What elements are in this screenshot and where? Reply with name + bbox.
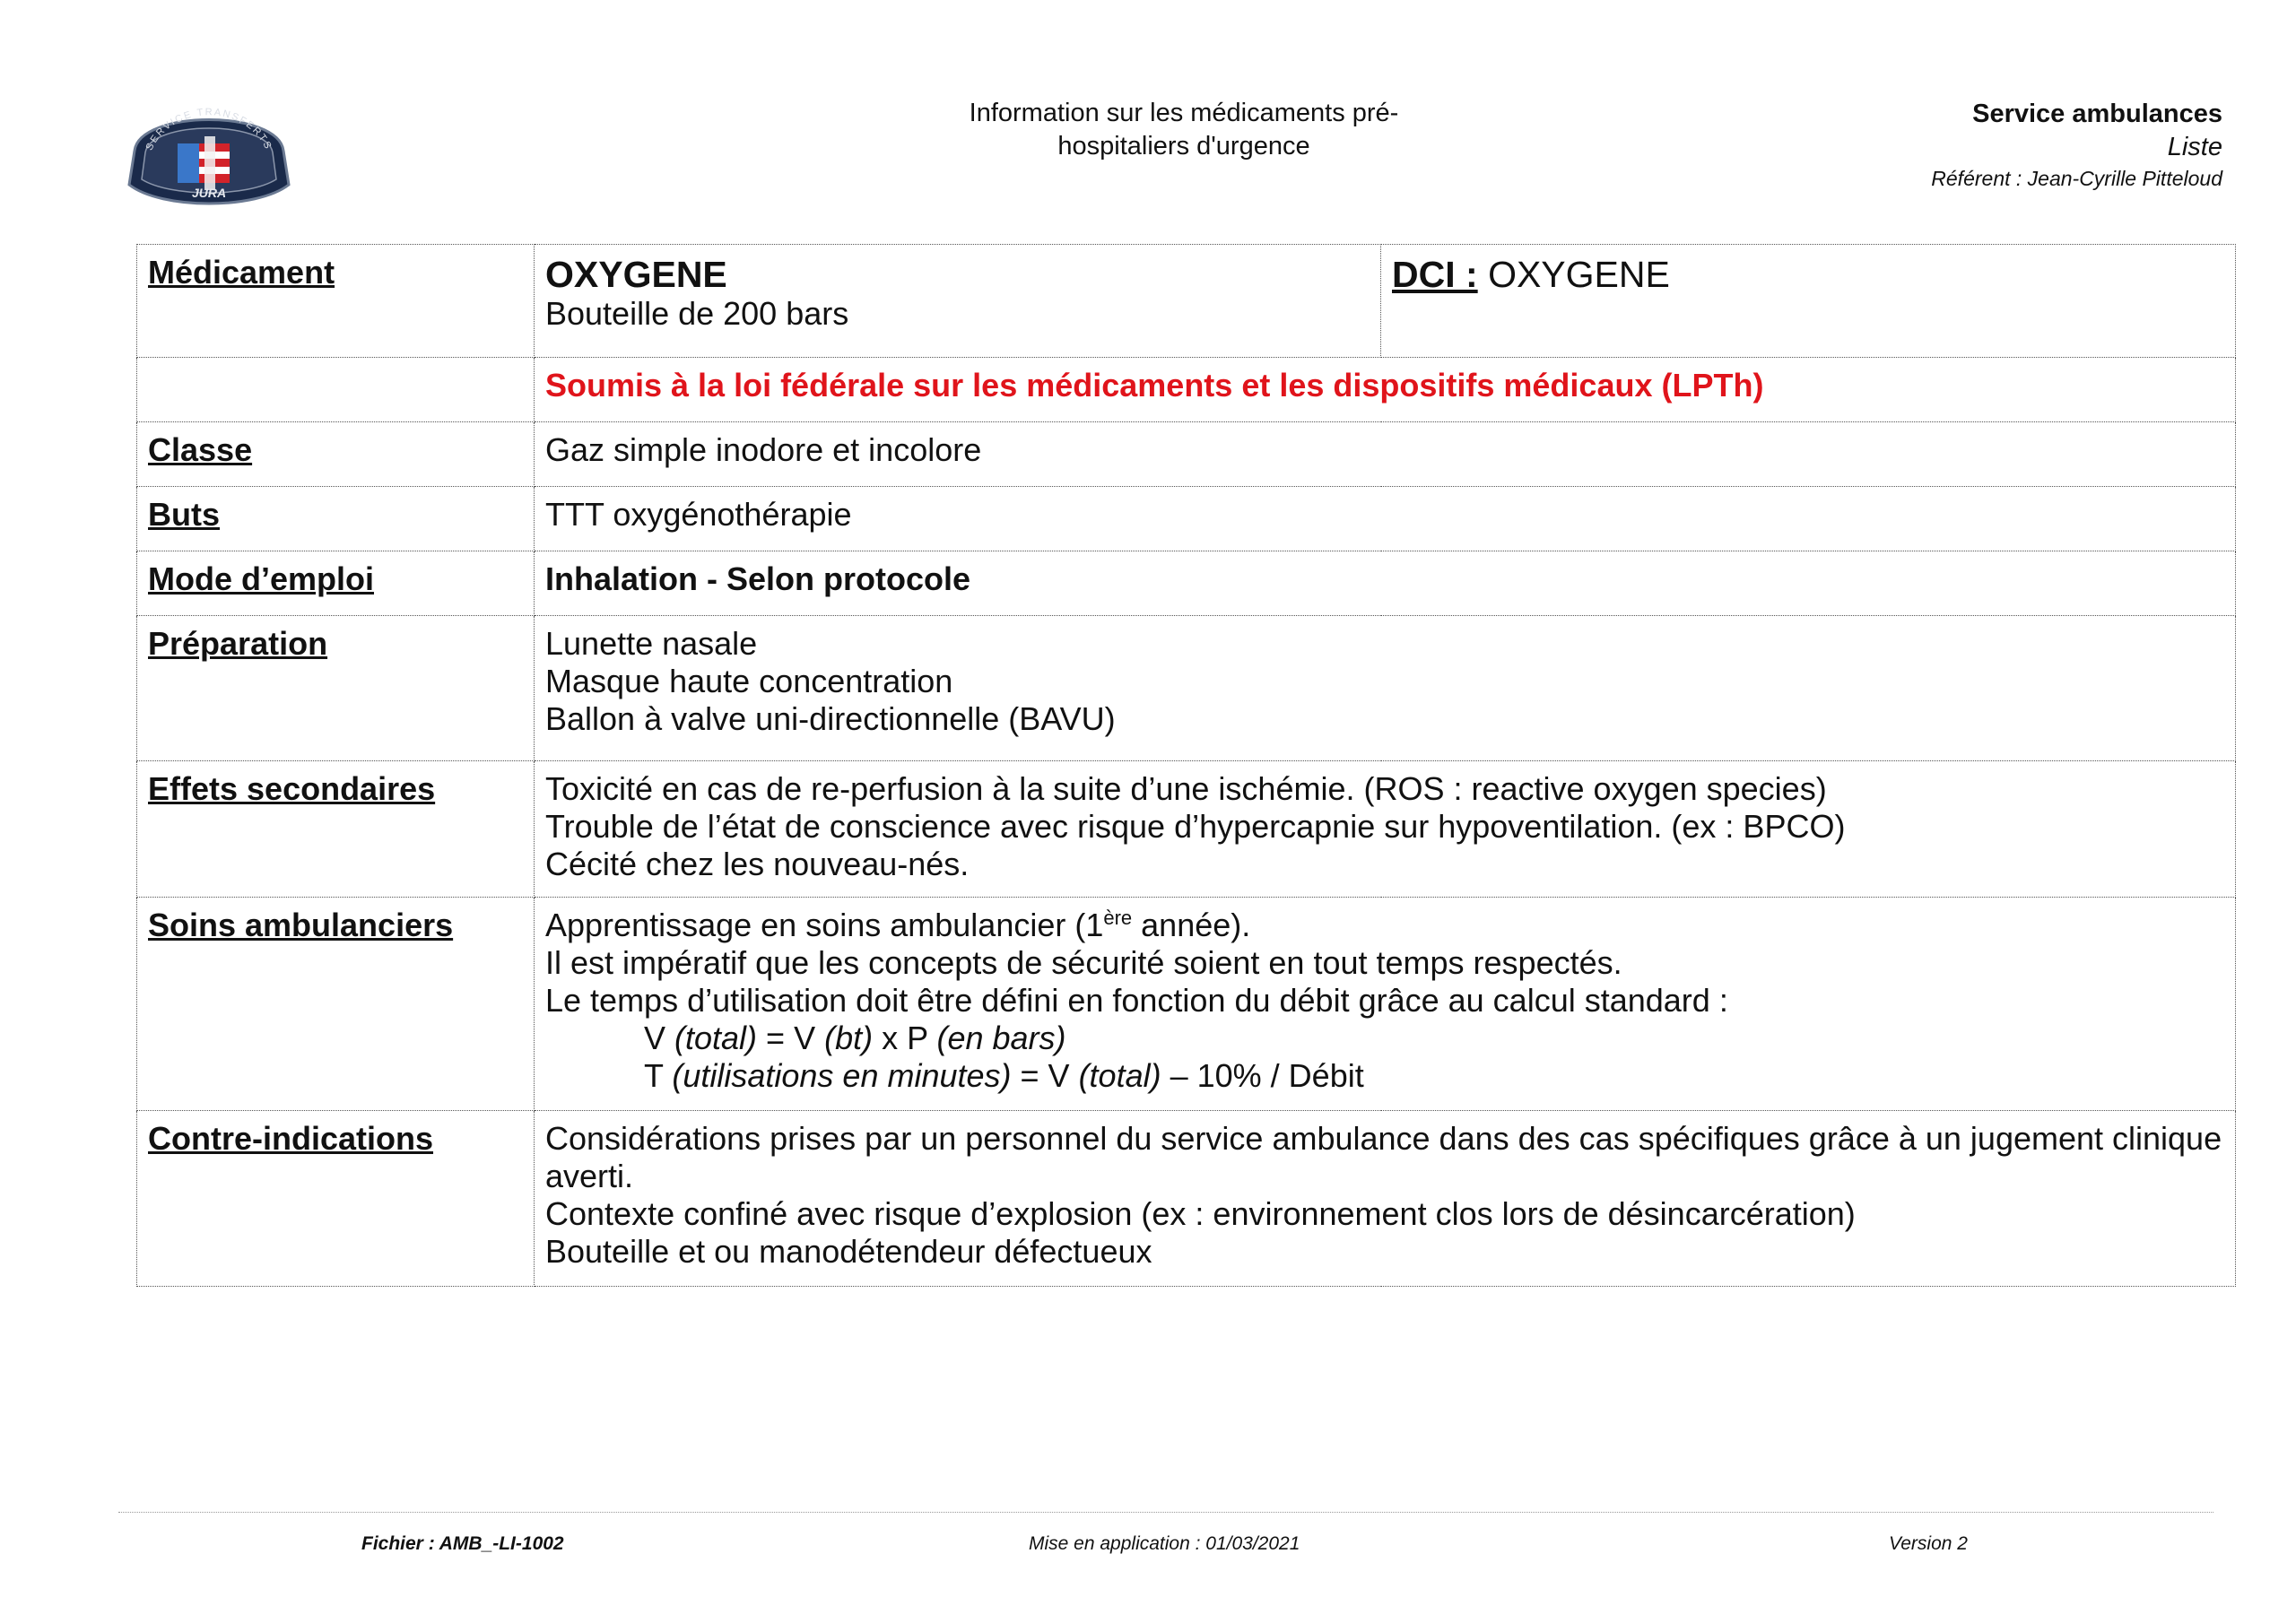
- contre-label: Contre-indications: [137, 1111, 535, 1287]
- dci-cell: [1381, 245, 2236, 358]
- classe-label: Classe: [137, 422, 535, 487]
- formula-part: = V: [1011, 1057, 1079, 1094]
- soins-line-1-text: Apprentissage en soins ambulancier (1: [545, 907, 1104, 943]
- mode-label: Mode d’emploi: [137, 551, 535, 616]
- dci-value: OXYGENE: [1488, 254, 1670, 295]
- contre-line: Considérations prises par un personnel du service ambulance dans des cas spécifiques grâce à un jugement clinique averti.: [545, 1120, 2222, 1194]
- effets-value: [535, 761, 2236, 898]
- law-notice: Soumis à la loi fédérale sur les médicaments et les dispositifs médicaux (LPTh): [535, 358, 2236, 422]
- table-row-effets: [137, 761, 2236, 898]
- soins-line-3: Le temps d’utilisation doit être défini en fonction du débit grâce au calcul standard :: [545, 982, 1728, 1019]
- table-row-classe: [137, 422, 2236, 487]
- logo-jura-text: JURA: [191, 186, 227, 200]
- footer-date: Mise en application : 01/03/2021: [1029, 1533, 1300, 1554]
- formula-part: x P: [873, 1020, 937, 1056]
- soins-value: [535, 898, 2236, 1111]
- medicament-detail: Bouteille de 200 bars: [545, 295, 849, 332]
- contre-value: [535, 1111, 2236, 1287]
- formula-part: (bt): [824, 1020, 874, 1056]
- law-empty-cell: [137, 358, 535, 422]
- table-row-soins: [137, 898, 2236, 1111]
- document-title-line2: hospitaliers d'urgence: [1057, 132, 1310, 161]
- formula-volume: [545, 1020, 2224, 1057]
- formula-part: – 10% / Débit: [1161, 1057, 1364, 1094]
- table-row-law: [137, 358, 2236, 422]
- soins-line-2: Il est impératif que les concepts de sécurité soient en tout temps respectés.: [545, 944, 1622, 981]
- service-referent: Référent : Jean-Cyrille Pitteloud: [1931, 167, 2222, 190]
- formula-part: (en bars): [936, 1020, 1066, 1056]
- table-row-mode: [137, 551, 2236, 616]
- table-row-medicament: [137, 245, 2236, 358]
- footer-divider: [118, 1512, 2213, 1513]
- preparation-line: Lunette nasale: [545, 625, 758, 662]
- effets-label: Effets secondaires: [137, 761, 535, 898]
- soins-line-1-end: année).: [1132, 907, 1251, 943]
- dci-label: DCI :: [1392, 254, 1478, 295]
- buts-value: TTT oxygénothérapie: [535, 487, 2236, 551]
- soins-line-1: [545, 907, 2224, 944]
- document-title: [888, 97, 1480, 163]
- medicament-name: OXYGENE: [545, 254, 727, 295]
- table-row-preparation: [137, 616, 2236, 761]
- formula-part: (total): [674, 1020, 758, 1056]
- preparation-label: Préparation: [137, 616, 535, 761]
- medicament-label: Médicament: [137, 245, 535, 358]
- preparation-line: Masque haute concentration: [545, 663, 953, 699]
- effets-line: Cécité chez les nouveau-nés.: [545, 846, 970, 882]
- medication-table: [136, 244, 2236, 1287]
- formula-part: (utilisations en minutes): [672, 1057, 1012, 1094]
- preparation-line: Ballon à valve uni-directionnelle (BAVU): [545, 700, 1116, 737]
- medicament-cell: [535, 245, 1381, 358]
- service-list-type: Liste: [2167, 133, 2222, 161]
- formula-part: V: [644, 1020, 675, 1056]
- effets-line: Toxicité en cas de re-perfusion à la suite d’une ischémie. (ROS : reactive oxygen species): [545, 770, 1827, 807]
- preparation-value: [535, 616, 2236, 761]
- table-row-buts: [137, 487, 2236, 551]
- contre-line: Contexte confiné avec risque d’explosion (ex : environnement clos lors de désincarcération): [545, 1195, 1856, 1232]
- logo-arc-text: SERVICE TRANSFERTS: [144, 107, 274, 152]
- contre-line: Bouteille et ou manodétendeur défectueux: [545, 1233, 1152, 1270]
- formula-part: (total): [1078, 1057, 1161, 1094]
- classe-value: Gaz simple inodore et incolore: [535, 422, 2236, 487]
- soins-label: Soins ambulanciers: [137, 898, 535, 1111]
- mode-value: Inhalation - Selon protocole: [535, 551, 2236, 616]
- table-row-contre: [137, 1111, 2236, 1287]
- buts-label: Buts: [137, 487, 535, 551]
- service-name: Service ambulances: [1972, 100, 2222, 128]
- soins-superscript: ère: [1103, 907, 1133, 929]
- effets-line: Trouble de l’état de conscience avec risque d’hypercapnie sur hypoventilation. (ex : BPCO): [545, 808, 1846, 845]
- formula-time: [545, 1057, 2224, 1095]
- formula-part: = V: [757, 1020, 825, 1056]
- footer-file: Fichier : AMB_-LI-1002: [361, 1533, 564, 1554]
- footer-version: Version 2: [1889, 1533, 1968, 1554]
- document-title-line1: Information sur les médicaments pré-: [969, 99, 1399, 127]
- service-logo: [122, 97, 296, 215]
- formula-part: T: [644, 1057, 673, 1094]
- service-block: [1931, 97, 2222, 194]
